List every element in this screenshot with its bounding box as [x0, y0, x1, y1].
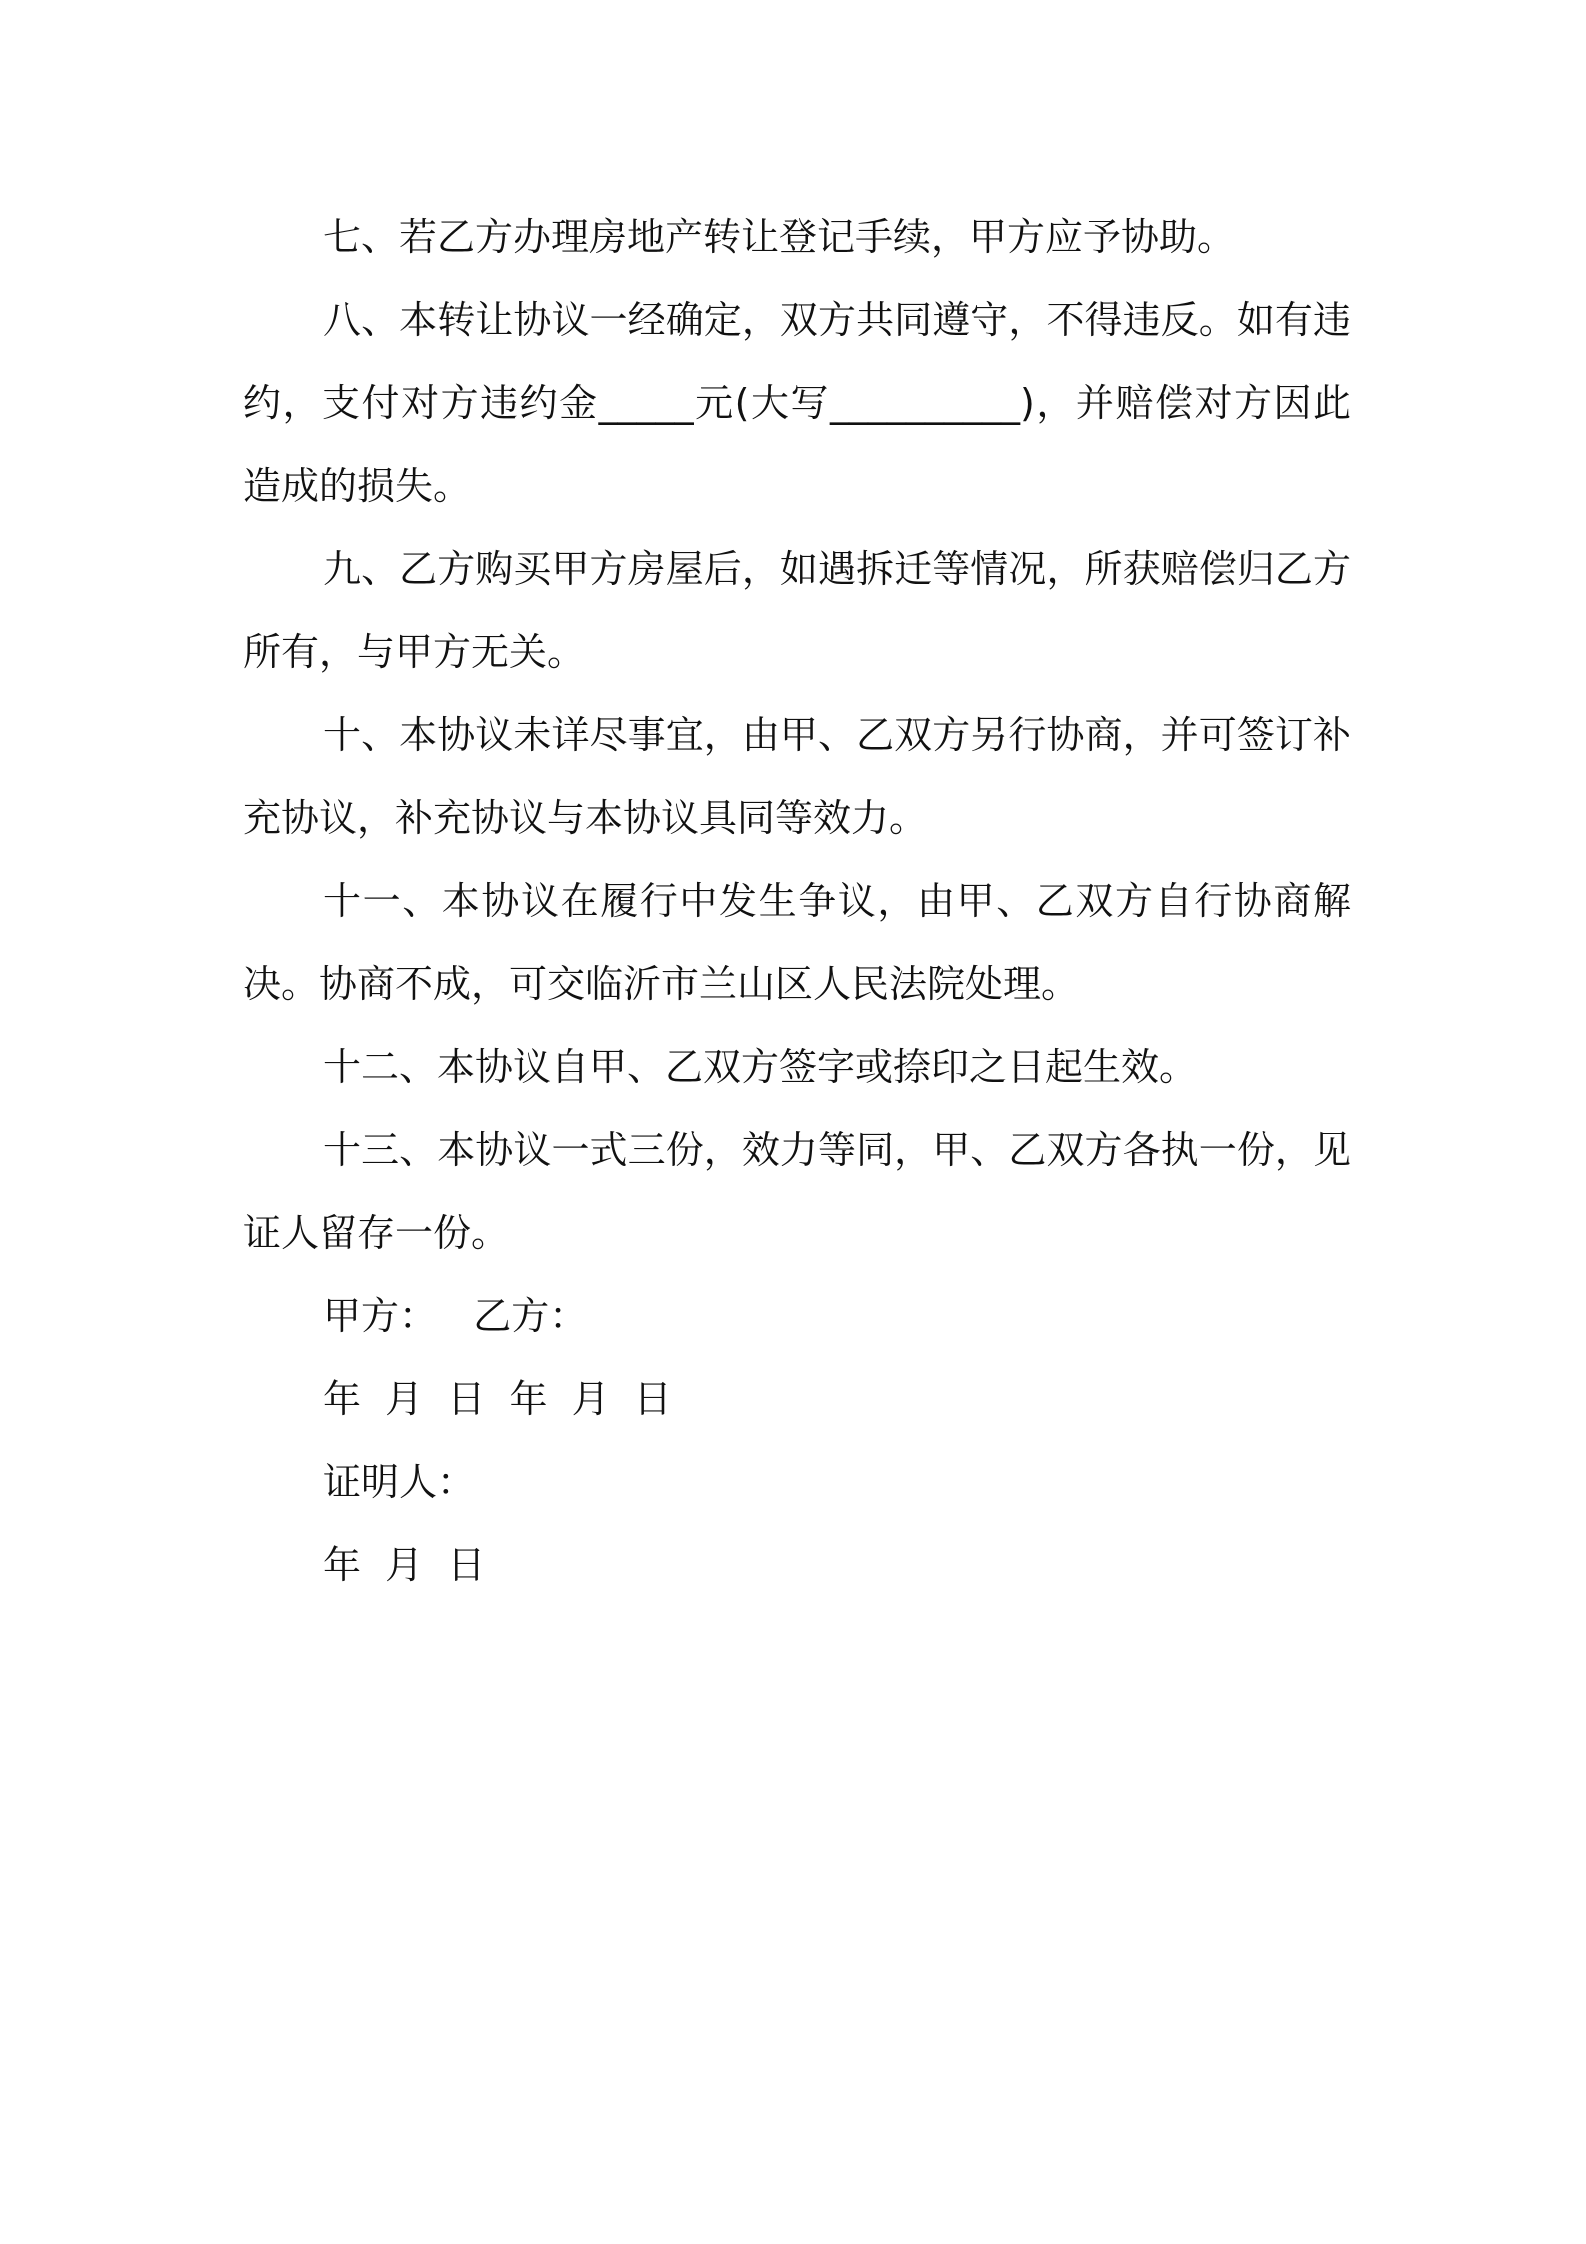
clause-11: 十一、本协议在履行中发生争议，由甲、乙双方自行协商解决。协商不成，可交临沂市兰山区人民法院处理。 — [243, 879, 1351, 1006]
clause-13: 十三、本协议一式三份，效力等同，甲、乙双方各执一份，见证人留存一份。 — [243, 1128, 1351, 1255]
document-body — [243, 196, 1351, 1607]
clause-8: 八、本转让协议一经确定，双方共同遵守，不得违反。如有违约，支付对方违约金_____元(大写__________)，并赔偿对方因此造成的损失。 — [243, 298, 1351, 508]
signature-witness-line: 证明人： — [323, 1460, 476, 1504]
clause-10: 十、本协议未详尽事宜，由甲、乙双方另行协商，并可签订补充协议，补充协议与本协议具同等效力。 — [243, 713, 1351, 840]
clause-9: 九、乙方购买甲方房屋后，如遇拆迁等情况，所获赔偿归乙方所有，与甲方无关。 — [243, 547, 1351, 674]
signature-witness-date-line: 年 月 日 — [323, 1543, 486, 1587]
clause-7: 七、若乙方办理房地产转让登记手续，甲方应予协助。 — [323, 215, 1236, 259]
clause-12: 十二、本协议自甲、乙双方签字或捺印之日起生效。 — [323, 1045, 1198, 1089]
signature-parties-date-line: 年 月 日 年 月 日 — [323, 1377, 672, 1421]
signature-parties-line: 甲方： 乙方： — [323, 1294, 588, 1338]
